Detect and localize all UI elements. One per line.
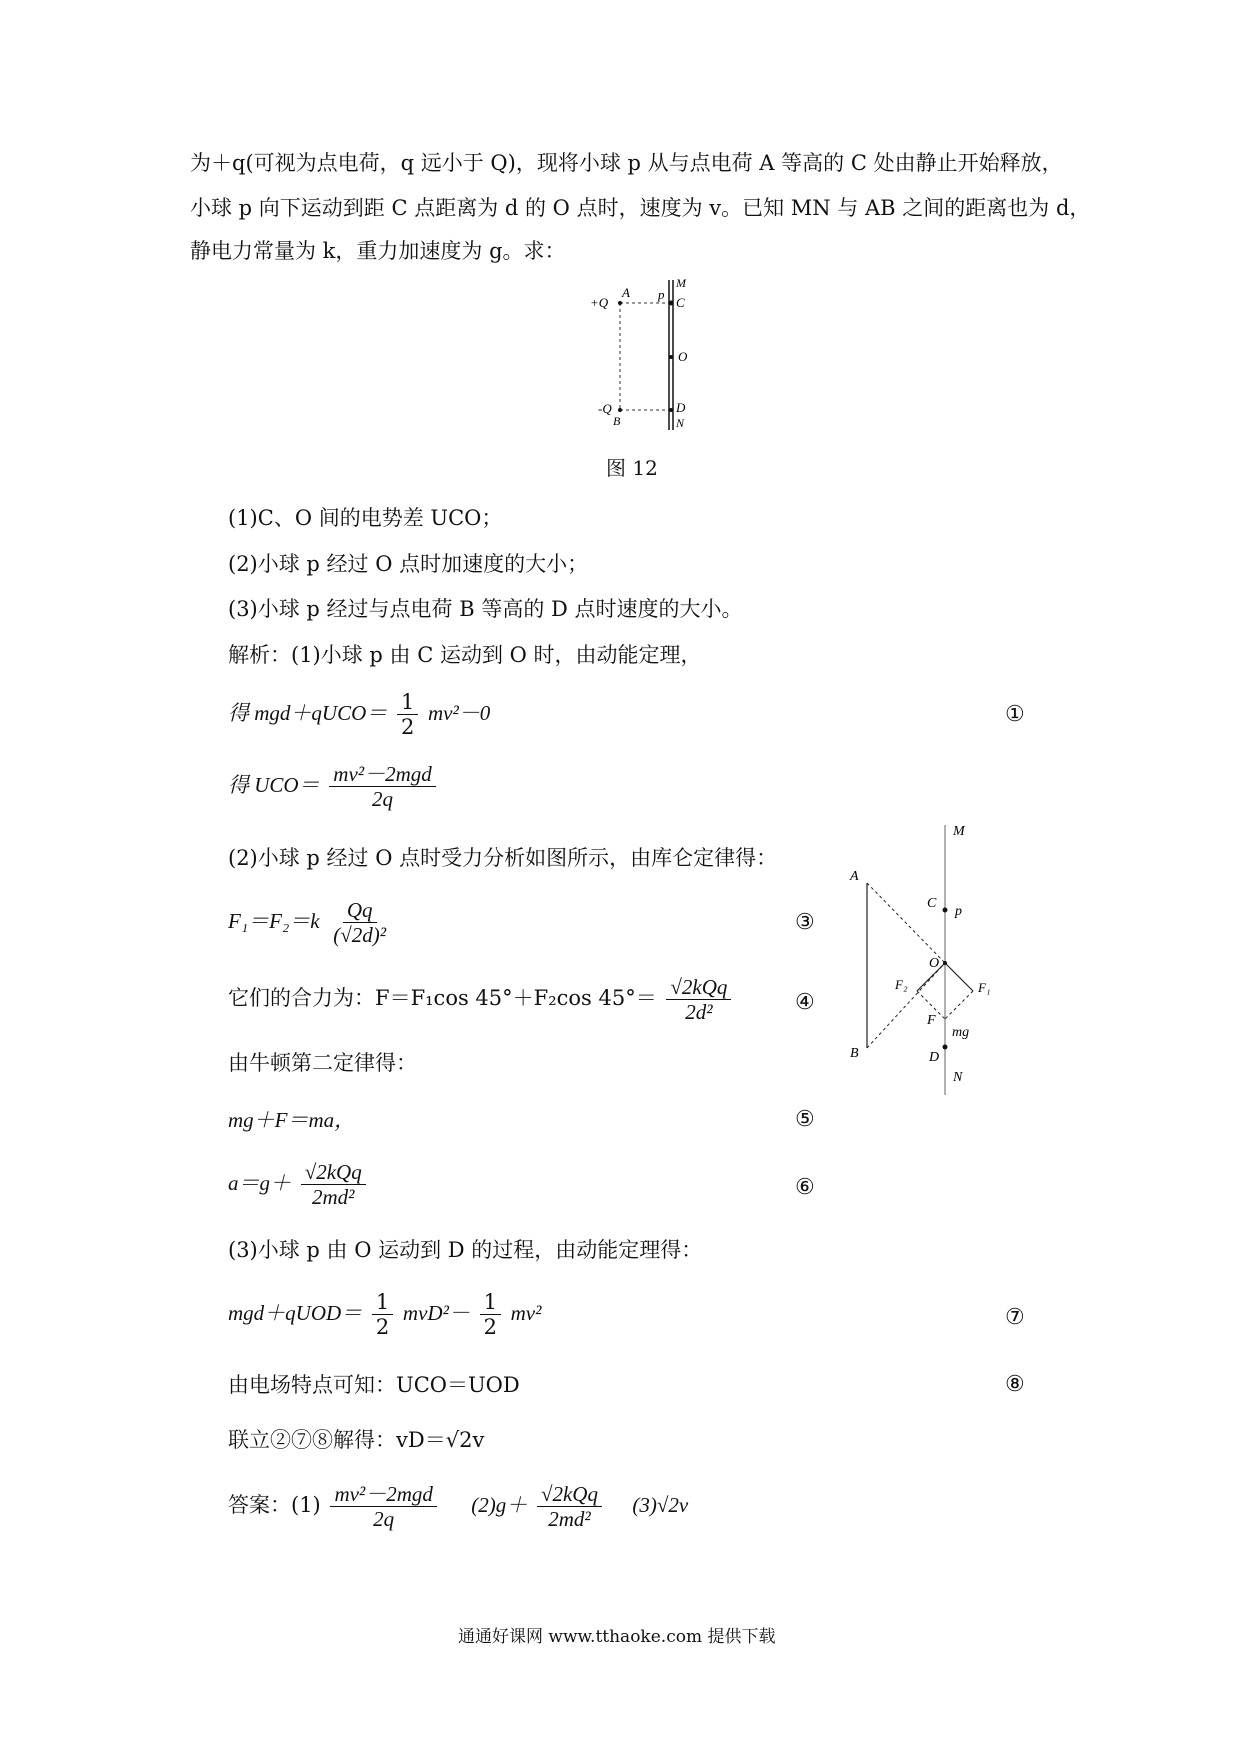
fig2-label-F1: F₁ [978, 980, 991, 995]
eq1-num: 1 [397, 690, 418, 715]
fig2-label-C: C [927, 896, 937, 911]
equation-number-4: ④ [795, 990, 815, 1015]
fig1-label-A: A [622, 285, 630, 300]
fig1-label-N: N [676, 416, 685, 430]
newton-second-law-line: 由牛顿第二定律得： [228, 1051, 417, 1075]
eq1-prefix: 得 mgd＋qUCO＝ [228, 701, 388, 726]
answer-2-fraction [537, 1482, 602, 1531]
figure-12-caption: 图 12 [606, 456, 658, 480]
eq7-num-2: 1 [480, 1290, 501, 1315]
answer-2-den: 2md² [548, 1507, 591, 1532]
eq4-den: 2d² [685, 1000, 713, 1025]
equation-number-7: ⑦ [1005, 1305, 1025, 1330]
eq6-num: √2kQq [301, 1160, 366, 1185]
eq2-num: mv²－2mgd [329, 762, 435, 787]
eq4-prefix: 它们的合力为：F＝F₁cos 45°＋F₂cos 45°＝ [228, 986, 657, 1011]
fig2-label-N: N [953, 1070, 963, 1085]
fig1-label-M: M [676, 276, 686, 290]
eq2-fraction [329, 762, 435, 811]
fig2-label-D: D [929, 1050, 940, 1065]
intro-line-2: 小球 p 向下运动到距 C 点距离为 d 的 O 点时，速度为 v。已知 MN 与 AB 之间的距离也为 d， [190, 196, 1091, 220]
solution-part2-intro: (2)小球 p 经过 O 点时受力分析如图所示，由库仑定律得： [228, 846, 778, 870]
eq3-den: (√2d)² [333, 923, 387, 948]
eq7-fraction-2 [480, 1290, 501, 1339]
answer-line [228, 1482, 688, 1531]
fig2-label-B: B [850, 1046, 859, 1061]
question-1: (1)C、O 间的电势差 UCO； [228, 506, 503, 530]
fig1-label-p: p [658, 287, 665, 302]
eq6-fraction [301, 1160, 366, 1209]
fig2-label-O: O [929, 956, 940, 971]
equation-7 [228, 1290, 541, 1339]
fig2-label-M: M [953, 824, 965, 839]
answer-1-den: 2q [373, 1507, 395, 1532]
fig2-label-F: F [927, 1013, 936, 1028]
fig1-label-plusQ: +Q [590, 295, 609, 310]
answer-2-prefix: (2)g＋ [471, 1493, 528, 1518]
equation-number-6: ⑥ [795, 1175, 815, 1200]
fig1-label-B: B [613, 414, 621, 428]
equation-number-8: ⑧ [1005, 1372, 1025, 1397]
equation-4 [228, 975, 734, 1024]
eq7-den-2: 2 [483, 1315, 497, 1340]
eq3-fraction [329, 898, 390, 947]
question-3: (3)小球 p 经过与点电荷 B 等高的 D 点时速度的大小。 [228, 597, 743, 621]
eq6-den: 2md² [311, 1185, 355, 1210]
eq7-prefix: mgd＋qUOD＝ [228, 1301, 363, 1326]
equation-number-5: ⑤ [795, 1107, 815, 1132]
eq7-num-1: 1 [372, 1290, 393, 1315]
eq7-den-1: 2 [375, 1315, 390, 1340]
eq1-suffix: mv²－0 [428, 701, 491, 726]
answer-2-num: √2kQq [537, 1482, 602, 1507]
eq4-num: √2kQq [666, 975, 731, 1000]
eq7-suffix: mv² [510, 1301, 542, 1326]
fig1-label-C: C [676, 295, 685, 310]
equation-8: 由电场特点可知：UCO＝UOD [228, 1373, 520, 1397]
equation-number-3: ③ [795, 910, 815, 935]
equation-6 [228, 1160, 369, 1209]
eq2-prefix: 得 UCO＝ [228, 773, 320, 798]
eq3-num: Qq [343, 898, 377, 923]
equation-2 [228, 762, 439, 811]
equation-number-1: ① [1005, 702, 1025, 727]
solution-part3-intro: (3)小球 p 由 O 运动到 D 的过程，由动能定理得： [228, 1238, 703, 1262]
equation-1 [228, 690, 490, 739]
fig2-label-F2: F₂ [895, 977, 908, 992]
fig1-label-O: O [678, 349, 688, 364]
fig2-label-A: A [850, 869, 859, 884]
combined-result: 联立②⑦⑧解得：vD＝√2v [228, 1428, 485, 1452]
figure-12-diagram [580, 275, 700, 435]
eq7-fraction-1 [372, 1290, 393, 1339]
page-footer: 通通好课网 www.tthaoke.com 提供下载 [458, 1627, 776, 1647]
eq6-prefix: a＝g＋ [228, 1171, 291, 1196]
answer-1-num: mv²－2mgd [330, 1482, 436, 1507]
eq2-den: 2q [372, 787, 393, 812]
eq1-fraction [397, 690, 418, 739]
intro-line-3: 静电力常量为 k，重力加速度为 g。求： [190, 239, 566, 263]
eq4-fraction [666, 975, 731, 1024]
intro-line-1: 为＋q(可视为点电荷，q 远小于 Q)，现将小球 p 从与点电荷 A 等高的 C 处由静止开始释放， [190, 151, 1063, 175]
answer-3: (3)√2v [632, 1493, 689, 1518]
answer-1-fraction [330, 1482, 436, 1531]
fig1-label-minusQ: -Q [598, 401, 612, 416]
force-analysis-diagram [835, 815, 1015, 1100]
eq7-mid: mvD²－ [402, 1301, 470, 1326]
solution-part1-intro: 解析：(1)小球 p 由 C 运动到 O 时，由动能定理， [228, 643, 702, 667]
equation-5: mg＋F＝ma， [228, 1108, 356, 1132]
question-2: (2)小球 p 经过 O 点时加速度的大小； [228, 552, 589, 576]
fig1-label-D: D [676, 400, 686, 415]
fig2-label-mg: mg [952, 1025, 970, 1040]
answer-prefix: 答案：(1) [228, 1493, 321, 1518]
eq3-prefix: F₁＝F₂＝k [228, 909, 320, 934]
fig2-label-p: p [955, 904, 962, 919]
eq1-den: 2 [400, 715, 415, 740]
equation-3 [228, 898, 393, 947]
